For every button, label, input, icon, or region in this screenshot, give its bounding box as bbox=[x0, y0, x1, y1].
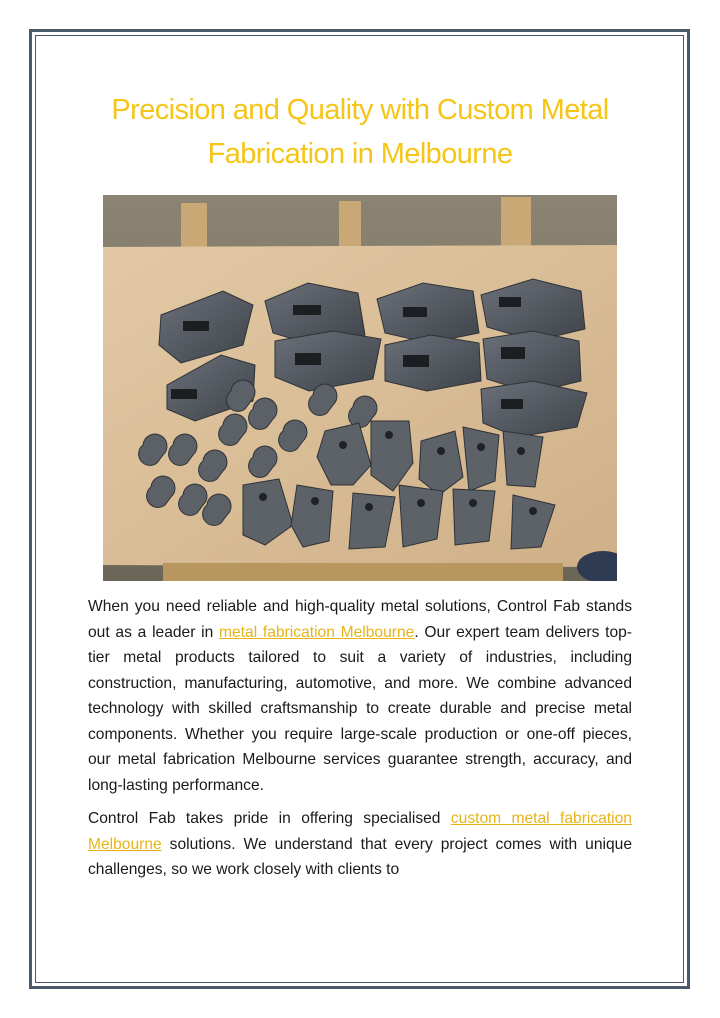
paragraph-2 bbox=[88, 806, 632, 883]
page-title bbox=[60, 88, 660, 176]
paragraph-2-text-end: solutions. We understand that every project comes with unique challenges, so we work closely with clients to bbox=[88, 835, 632, 878]
paragraph-1 bbox=[88, 594, 632, 798]
paragraph-1-text-start: When you need reliable and high-quality metal solutions, Control Fab stands out as a leader in bbox=[88, 598, 632, 641]
title-line-1: Precision and Quality with Custom Metal bbox=[111, 94, 609, 126]
metal-fabrication-melbourne-link[interactable]: metal fabrication Melbourne bbox=[219, 623, 415, 641]
article-body bbox=[88, 594, 632, 891]
paragraph-2-text-start: Control Fab takes pride in offering specialised bbox=[88, 810, 451, 827]
metal-parts-photo bbox=[103, 195, 617, 581]
title-line-2: Fabrication in Melbourne bbox=[207, 138, 513, 170]
custom-metal-fabrication-link[interactable]: custom metal fabrication Melbourne bbox=[88, 810, 632, 853]
metal-parts-illustration bbox=[103, 195, 617, 581]
paragraph-1-text-end: . Our expert team delivers top-tier metal products tailored to suit a variety of industries, including construction, manufacturing, automotive, and more. We combine advanced technology with skilled craftsmanship to create durable and precise metal components. Whether you require large-scale production or one-off pieces, our metal fabrication Melbourne services guarantee strength, accuracy, and long-lasting performance. bbox=[88, 623, 632, 794]
